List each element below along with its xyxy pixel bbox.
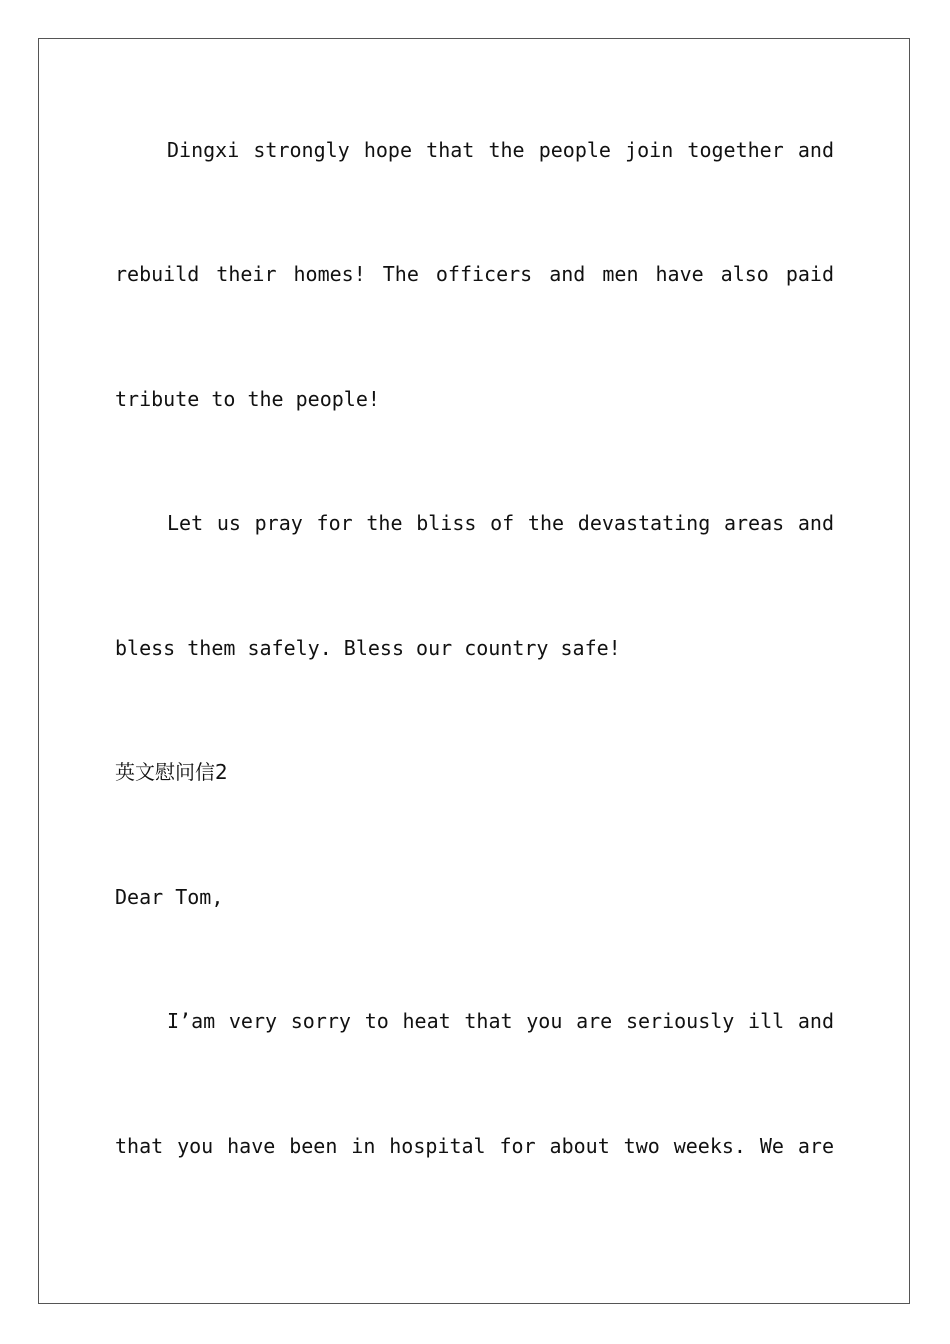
paragraph-line: I’am very sorry to heat that you are seriously ill and — [167, 1009, 834, 1033]
paragraph-line: Let us pray for the bliss of the devastating areas and — [167, 511, 834, 535]
page-frame — [38, 38, 910, 1304]
salutation: Dear Tom, — [115, 885, 224, 909]
paragraph-line: Dingxi strongly hope that the people join together and — [167, 138, 834, 162]
paragraph-line: bless them safely. Bless our country safe! — [115, 636, 621, 660]
paragraph-line: that you have been in hospital for about two weeks. We are — [115, 1134, 834, 1158]
paragraph-line: tribute to the people! — [115, 387, 380, 411]
paragraph-line: rebuild their homes! The officers and men have also paid — [115, 262, 834, 286]
section-heading: 英文慰问信2 — [115, 760, 228, 784]
